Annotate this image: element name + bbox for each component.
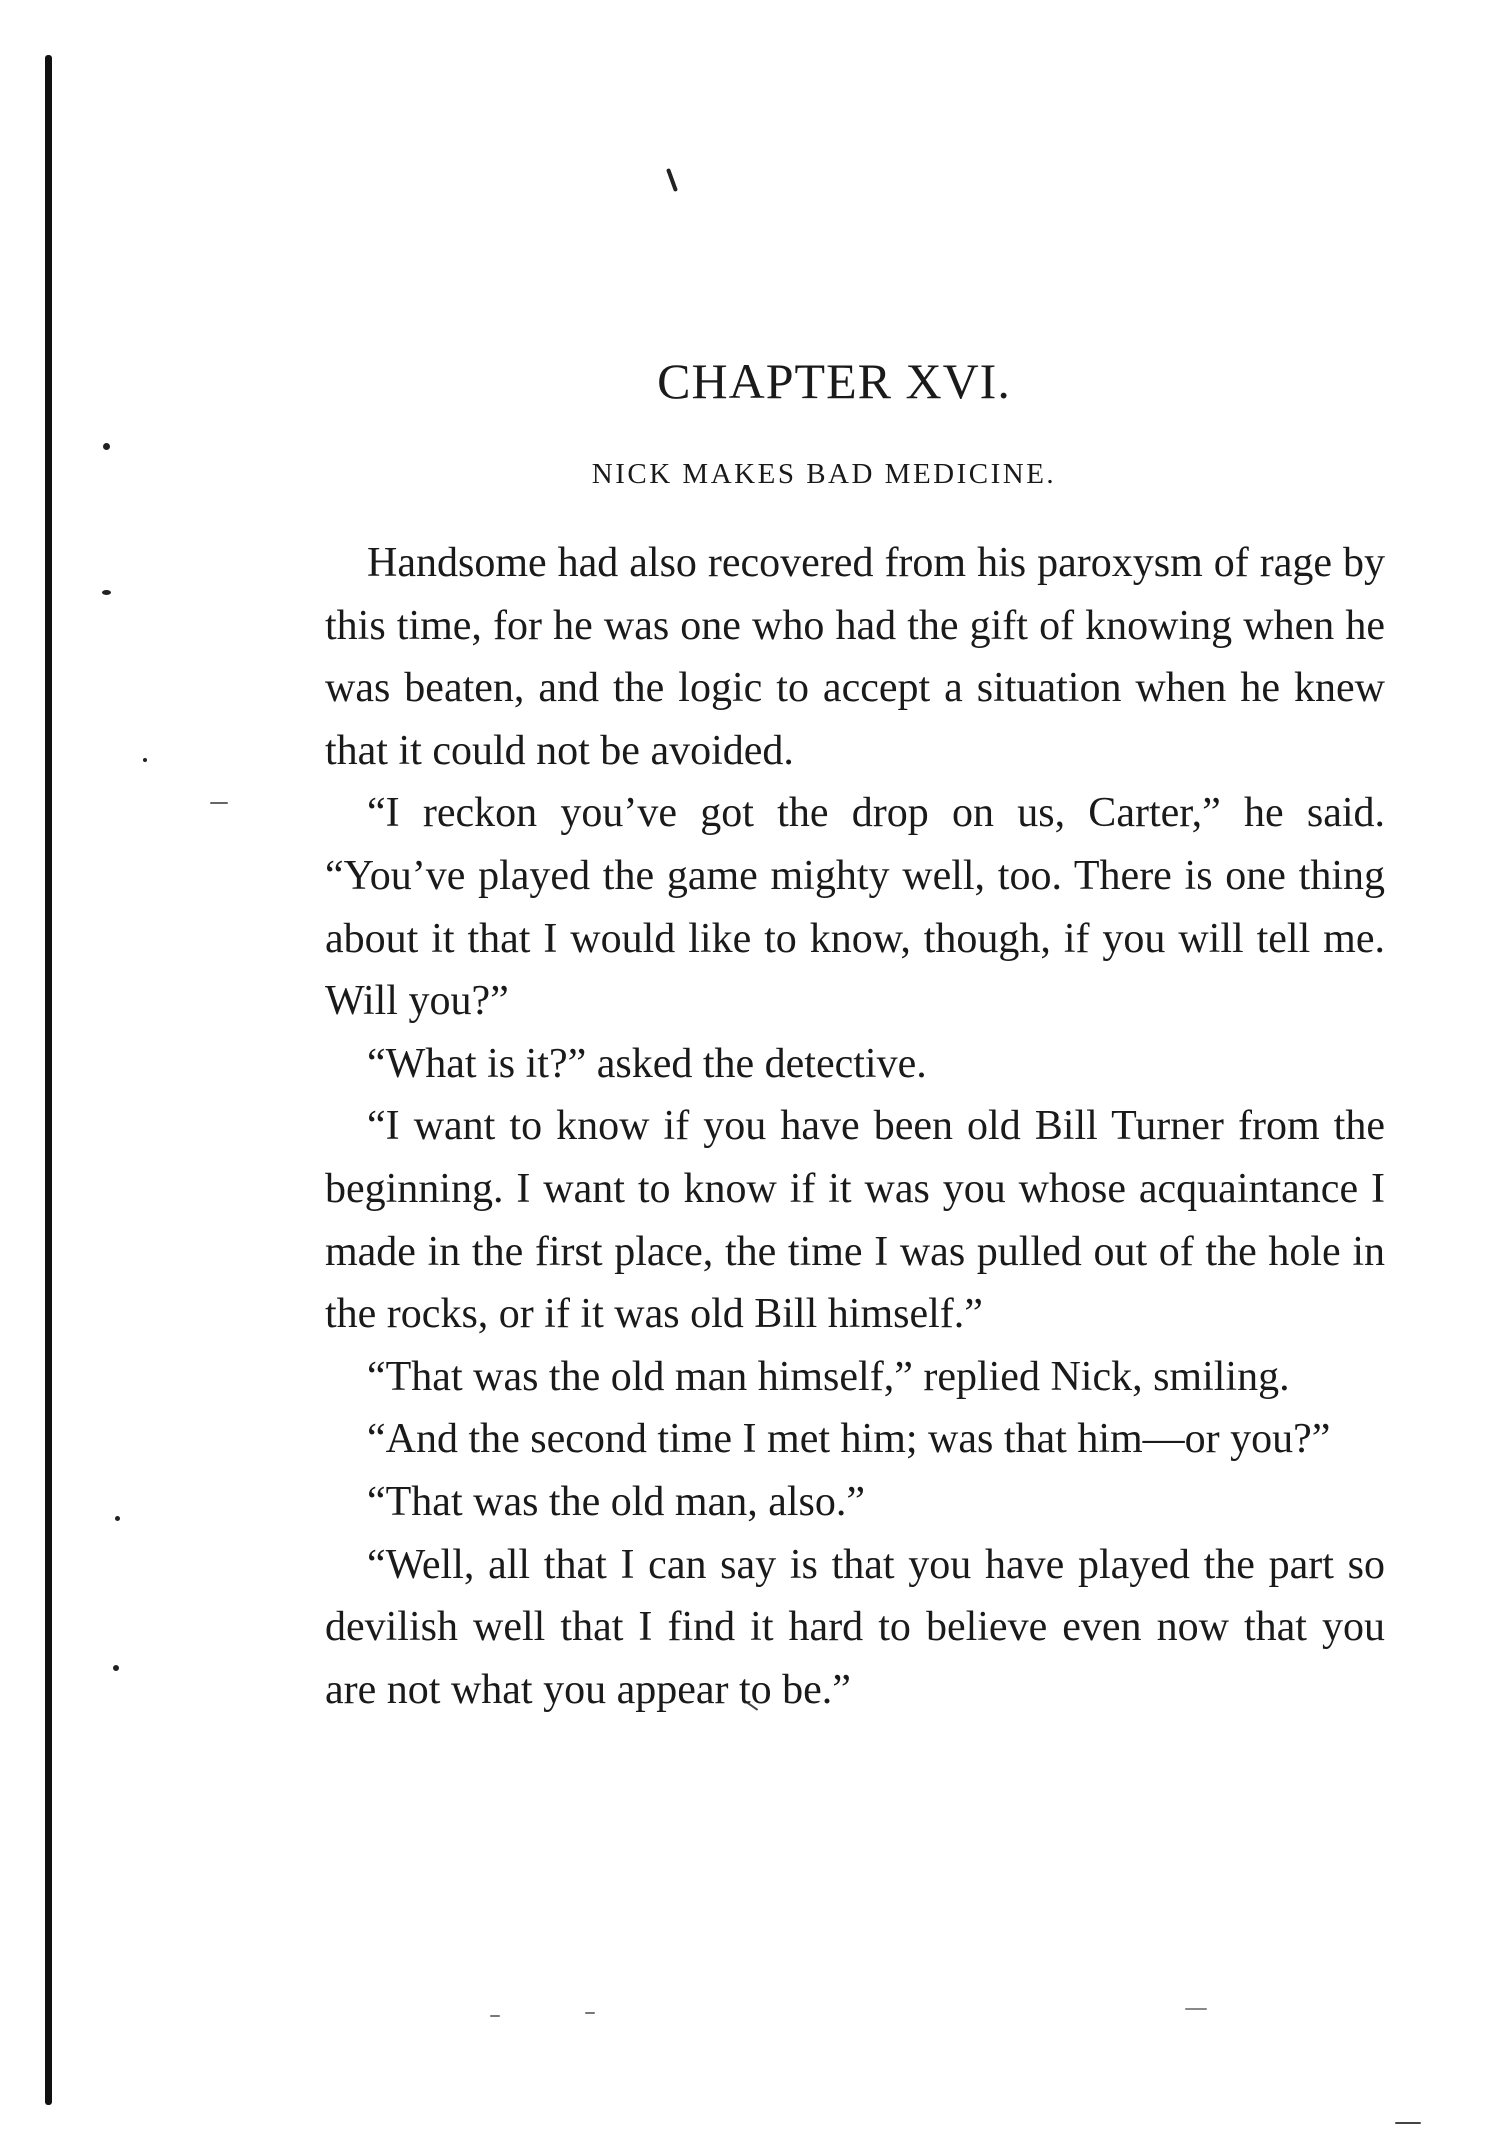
ink-speck [210, 802, 228, 804]
chapter-subtitle: NICK MAKES BAD MEDICINE. [591, 458, 1057, 490]
ink-speck [113, 1665, 119, 1671]
chapter-body [325, 532, 1385, 1721]
ink-speck [115, 1516, 120, 1521]
ink-speck [585, 2012, 595, 2014]
paragraph-5: “That was the old man himself,” replied Nick, smiling. [367, 1353, 1290, 1400]
ink-speck [102, 590, 111, 595]
ink-speck [103, 443, 110, 450]
ink-speck [143, 758, 147, 762]
paragraph-2: “I reckon you’ve got the drop on us, Carter,” he said. “You’ve played the game mighty well, too. There is one thing about it that I would like to know, though, if you will tell me. Will you?” [325, 790, 1385, 1025]
ink-speck [666, 168, 678, 192]
ink-speck [490, 2015, 500, 2017]
paragraph-4: “I want to know if you have been old Bill Turner from the beginning. I want to know if it was you whose acquaintance I made in the first place, the time I was pulled out of the hole in the rocks, or if it was old Bill himself.” [325, 1103, 1385, 1338]
paragraph-7: “That was the old man, also.” [367, 1478, 866, 1525]
ink-speck [1185, 2008, 1207, 2010]
paragraph-6: “And the second time I met him; was that him—or you?” [367, 1416, 1331, 1463]
paragraph-8: “Well, all that I can say is that you have played the part so devilish well that I find it hard to believe even now that you are not what you appear to be.” [325, 1541, 1385, 1713]
paragraph-3: “What is it?” asked the detective. [367, 1040, 927, 1087]
paragraph-1: Handsome had also recovered from his paroxysm of rage by this time, for he was one who had the gift of knowing when he was beaten, and the logic to accept a situation when he knew that it could not be avoided. [325, 540, 1385, 774]
ink-speck [1395, 2122, 1421, 2124]
chapter-title: CHAPTER XVI. [657, 353, 1011, 409]
